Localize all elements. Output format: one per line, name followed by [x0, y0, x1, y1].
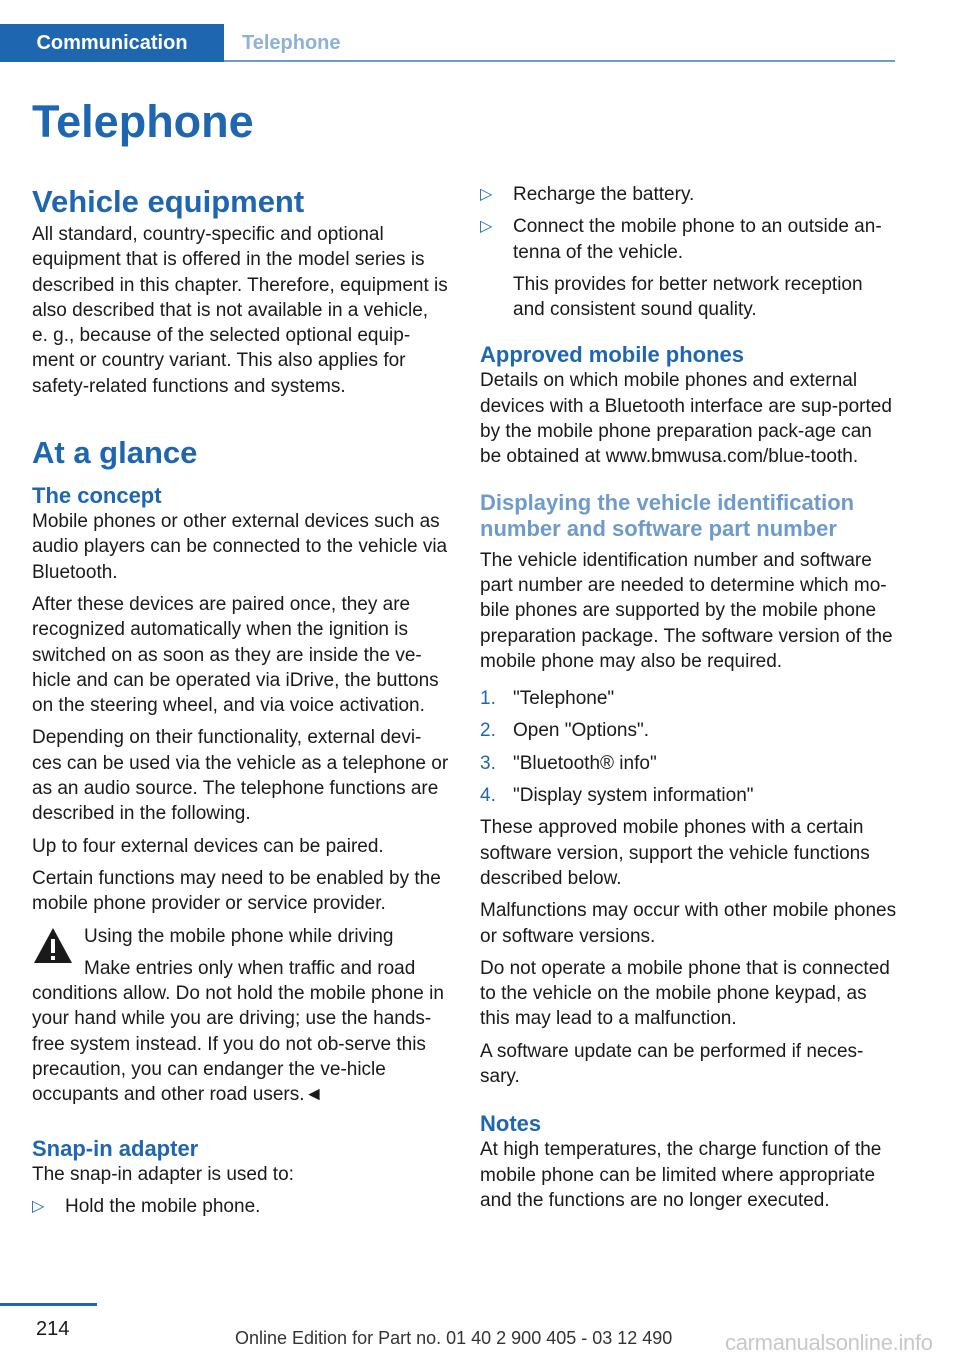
list-item: [32, 1194, 449, 1219]
step-text: "Display system information": [513, 785, 754, 807]
step-text: "Bluetooth® info": [513, 752, 657, 774]
list-item: [480, 214, 897, 322]
step-text: "Telephone": [513, 688, 615, 710]
vin-after-2: Malfunctions may occur with other mobile phones or software versions.: [480, 900, 897, 947]
snap-in-list: [32, 1194, 449, 1219]
step-number: 2.: [480, 720, 496, 742]
concept-paragraph-2: After these devices are paired once, they are recognized automatically when the ignition is switched on as soon as they are inside the ve-hicle and can be operated via iDrive, the buttons on the steering wheel, and via voice activation.: [32, 593, 439, 717]
heading-approved-mobile-phones: Approved mobile phones: [480, 342, 745, 368]
heading-at-a-glance: At a glance: [32, 435, 198, 471]
snap-in-list-continued: [480, 182, 897, 322]
section-tab-communication[interactable]: Communication: [0, 24, 224, 62]
vin-after-1: These approved mobile phones with a certain software version, support the vehicle functions described below.: [480, 817, 870, 889]
concept-paragraph-3: Depending on their functionality, external devi-ces can be used via the vehicle as a telephone or as an audio source. The telephone functions are described in the following.: [32, 727, 449, 825]
header-rule: [224, 60, 895, 62]
step-number: 1.: [480, 688, 496, 710]
concept-paragraph-5: Certain functions may need to be enabled by the mobile phone provider or service provider.: [32, 867, 441, 915]
list-item-text: Connect the mobile phone to an outside an-tenna of the vehicle.: [513, 216, 882, 263]
page-title: Telephone: [32, 96, 254, 147]
end-mark-icon: ◄: [304, 1084, 324, 1106]
heading-snap-in-adapter: Snap-in adapter: [32, 1135, 199, 1161]
concept-paragraph-4: Up to four external devices can be paired.: [32, 835, 384, 857]
warning-text: Make entries only when traffic and road conditions allow. Do not hold the mobile phone in your hand while you are driving; use the hands-free system instead. If you do not ob-serve this precaution, you can endanger the ve-hicle occupants and other road users.: [32, 957, 444, 1106]
bullet-triangle-icon: ▷: [32, 1197, 45, 1215]
edition-footer: Online Edition for Part no. 01 40 2 900 405 - 03 12 490: [235, 1328, 673, 1348]
watermark: carmanualsonline.info: [725, 1330, 933, 1355]
vin-steps: [480, 686, 897, 808]
list-item: [480, 182, 897, 207]
concept-paragraph-1: Mobile phones or other external devices such as audio players can be connected to the vehicle via Bluetooth.: [32, 511, 448, 583]
step-item: [480, 718, 897, 743]
footer-rule: [0, 1303, 97, 1306]
snap-in-note: This provides for better network reception and consistent sound quality.: [513, 273, 863, 321]
step-item: [480, 783, 897, 808]
warning-box: [32, 924, 449, 1108]
notes-text: At high temperatures, the charge function of the mobile phone can be limited where appropriate and the functions are no longer executed.: [480, 1139, 882, 1211]
step-item: [480, 686, 897, 711]
page-number: 214: [36, 1318, 70, 1340]
page-header: [0, 24, 895, 62]
list-item-text: Recharge the battery.: [513, 184, 695, 205]
warning-title: Using the mobile phone while driving: [84, 925, 394, 947]
vehicle-equipment-text: All standard, country-specific and optional equipment that is offered in the model series is described in this chapter. Therefore, equipment is also described that is not available in a vehicle, e. g., because of the selected optional equip-ment or country variant. This also applies for safety-related functions and systems.: [32, 224, 448, 397]
approved-text: Details on which mobile phones and external devices with a Bluetooth interface are sup-ported by the mobile phone preparation pack-age can be obtained at www.bmwusa.com/blue-tooth.: [480, 370, 892, 468]
left-column: [32, 182, 449, 1226]
bullet-triangle-icon: ▷: [480, 186, 493, 203]
vin-after-4: A software update can be performed if neces-sary.: [480, 1040, 864, 1088]
step-number: 3.: [480, 752, 496, 774]
step-number: 4.: [480, 785, 496, 807]
warning-triangle-icon: [32, 926, 74, 966]
step-text: Open "Options".: [513, 720, 650, 742]
step-item: [480, 751, 897, 776]
snap-in-intro: The snap-in adapter is used to:: [32, 1163, 294, 1185]
vin-text: The vehicle identification number and software part number are needed to determine which mo-bile phones are supported by the mobile phone preparation package. The software version of the mobile phone may also be required.: [480, 549, 893, 672]
vin-after-3: Do not operate a mobile phone that is connected to the vehicle on the mobile phone keypad, as this may lead to a malfunction.: [480, 957, 890, 1030]
heading-vin-software: Displaying the vehicle identification number and software part number: [480, 489, 855, 541]
bullet-triangle-icon: ▷: [480, 218, 493, 236]
heading-the-concept: The concept: [32, 483, 162, 509]
list-item-text: Hold the mobile phone.: [65, 1195, 261, 1217]
section-tab-telephone[interactable]: Telephone: [242, 31, 341, 54]
heading-vehicle-equipment: Vehicle equipment: [32, 184, 305, 219]
right-column: [480, 182, 897, 1220]
heading-notes: Notes: [480, 1111, 542, 1137]
